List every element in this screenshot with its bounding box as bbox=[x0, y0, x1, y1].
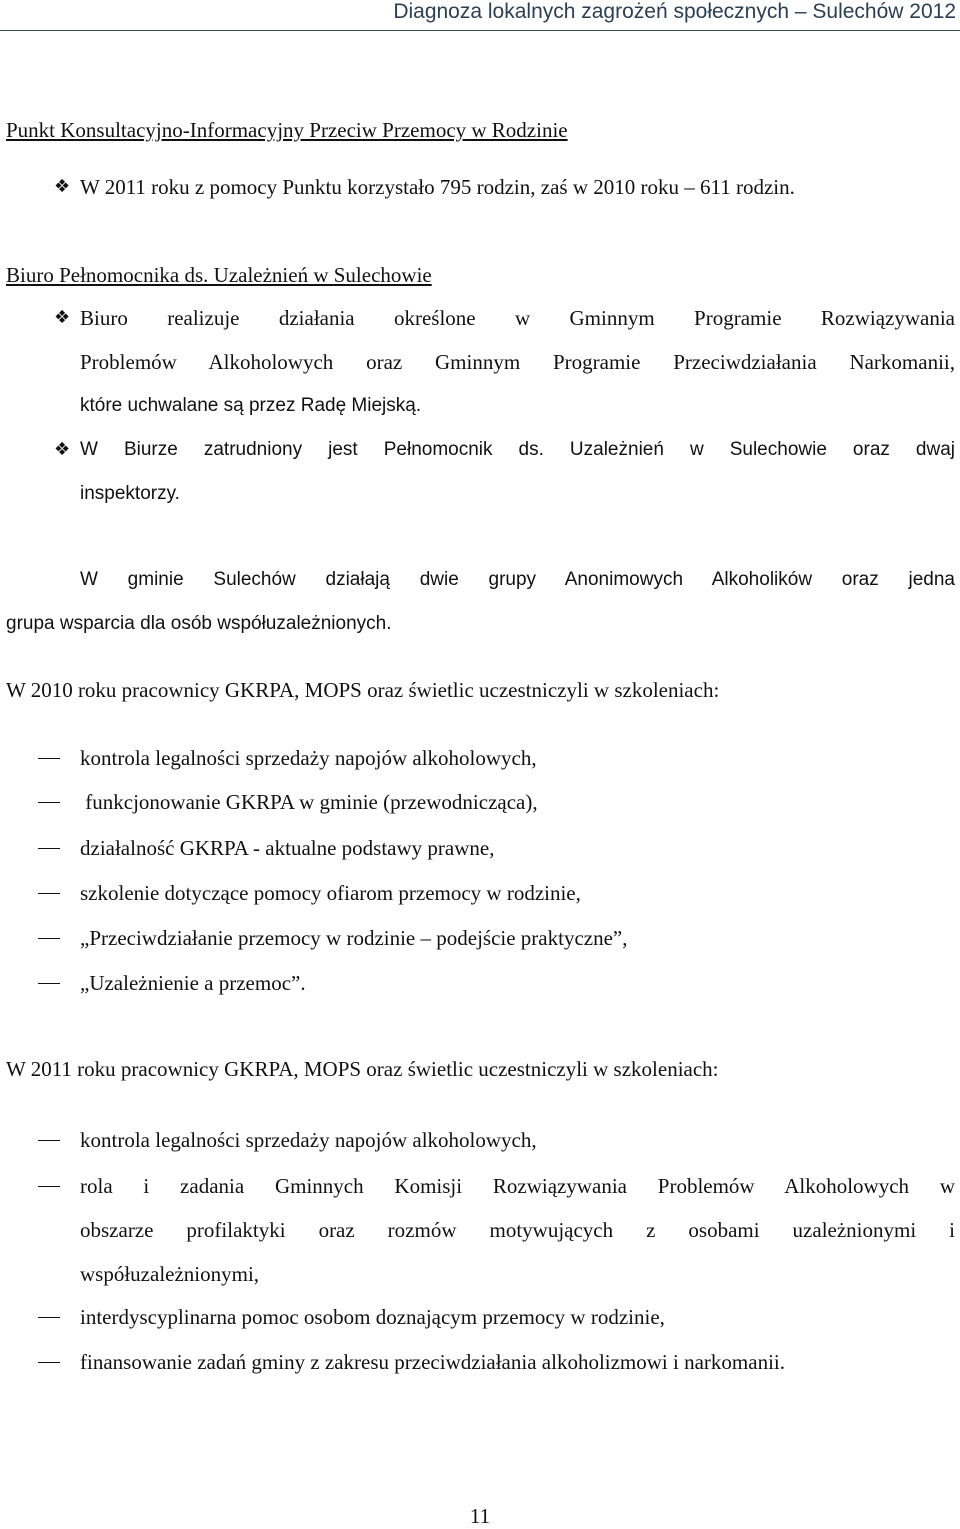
bullet-text-line: Biuro realizuje działania określone w Gminnym Programie Rozwiązywania bbox=[80, 306, 955, 330]
list-item: kontrola legalności sprzedaży napojów alkoholowych, bbox=[80, 746, 537, 770]
dash-icon bbox=[38, 758, 60, 759]
dash-icon bbox=[38, 802, 60, 803]
list-item: działalność GKRPA - aktualne podstawy prawne, bbox=[80, 836, 495, 860]
bullet-diamond-icon: ❖ bbox=[54, 307, 71, 328]
dash-icon bbox=[38, 1317, 60, 1318]
dash-icon bbox=[38, 893, 60, 894]
paragraph-line: W gminie Sulechów działają dwie grupy Anonimowych Alkoholików oraz jedna bbox=[80, 569, 955, 590]
dash-icon bbox=[38, 1140, 60, 1141]
bullet-text-line: W Biurze zatrudniony jest Pełnomocnik ds. Uzależnień w Sulechowie oraz dwaj bbox=[80, 439, 955, 460]
dash-icon bbox=[38, 1186, 60, 1187]
list-item-line: obszarze profilaktyki oraz rozmów motywujących z osobami uzależnionymi i bbox=[80, 1218, 955, 1242]
dash-icon bbox=[38, 983, 60, 984]
bullet-text-line: Problemów Alkoholowych oraz Gminnym Programie Przeciwdziałania Narkomanii, bbox=[80, 350, 955, 374]
header-divider bbox=[0, 30, 960, 31]
trainings-2011-intro: W 2011 roku pracownicy GKRPA, MOPS oraz świetlic uczestniczyli w szkoleniach: bbox=[6, 1057, 719, 1081]
dash-icon bbox=[38, 1362, 60, 1363]
paragraph-line: grupa wsparcia dla osób współuzależnionych. bbox=[6, 613, 392, 634]
dash-icon bbox=[38, 848, 60, 849]
list-item: „Przeciwdziałanie przemocy w rodzinie – podejście praktyczne”, bbox=[80, 926, 628, 950]
list-item: funkcjonowanie GKRPA w gminie (przewodnicząca), bbox=[80, 790, 538, 814]
bullet-text-line: które uchwalane są przez Radę Miejską. bbox=[80, 395, 422, 416]
page-number: 11 bbox=[469, 1504, 491, 1528]
bullet-text-line: inspektorzy. bbox=[80, 483, 180, 504]
bullet-text: W 2011 roku z pomocy Punktu korzystało 795 rodzin, zaś w 2010 roku – 611 rodzin. bbox=[80, 175, 795, 199]
list-item: interdyscyplinarna pomoc osobom doznającym przemocy w rodzinie, bbox=[80, 1305, 665, 1329]
list-item: „Uzależnienie a przemoc”. bbox=[80, 971, 306, 995]
section-heading-punkt: Punkt Konsultacyjno-Informacyjny Przeciw Przemocy w Rodzinie bbox=[6, 118, 568, 142]
trainings-2010-intro: W 2010 roku pracownicy GKRPA, MOPS oraz świetlic uczestniczyli w szkoleniach: bbox=[6, 678, 720, 702]
list-item-line: współuzależnionymi, bbox=[80, 1262, 260, 1286]
list-item: finansowanie zadań gminy z zakresu przeciwdziałania alkoholizmowi i narkomanii. bbox=[80, 1350, 785, 1374]
list-item: szkolenie dotyczące pomocy ofiarom przemocy w rodzinie, bbox=[80, 881, 581, 905]
bullet-diamond-icon: ❖ bbox=[54, 439, 71, 460]
dash-icon bbox=[38, 938, 60, 939]
list-item-line: rola i zadania Gminnych Komisji Rozwiązywania Problemów Alkoholowych w bbox=[80, 1174, 955, 1198]
bullet-diamond-icon: ❖ bbox=[54, 176, 71, 197]
section-heading-biuro: Biuro Pełnomocnika ds. Uzależnień w Sulechowie bbox=[6, 263, 432, 287]
list-item: kontrola legalności sprzedaży napojów alkoholowych, bbox=[80, 1128, 537, 1152]
running-header: Diagnoza lokalnych zagrożeń społecznych – Sulechów 2012 bbox=[393, 0, 956, 23]
